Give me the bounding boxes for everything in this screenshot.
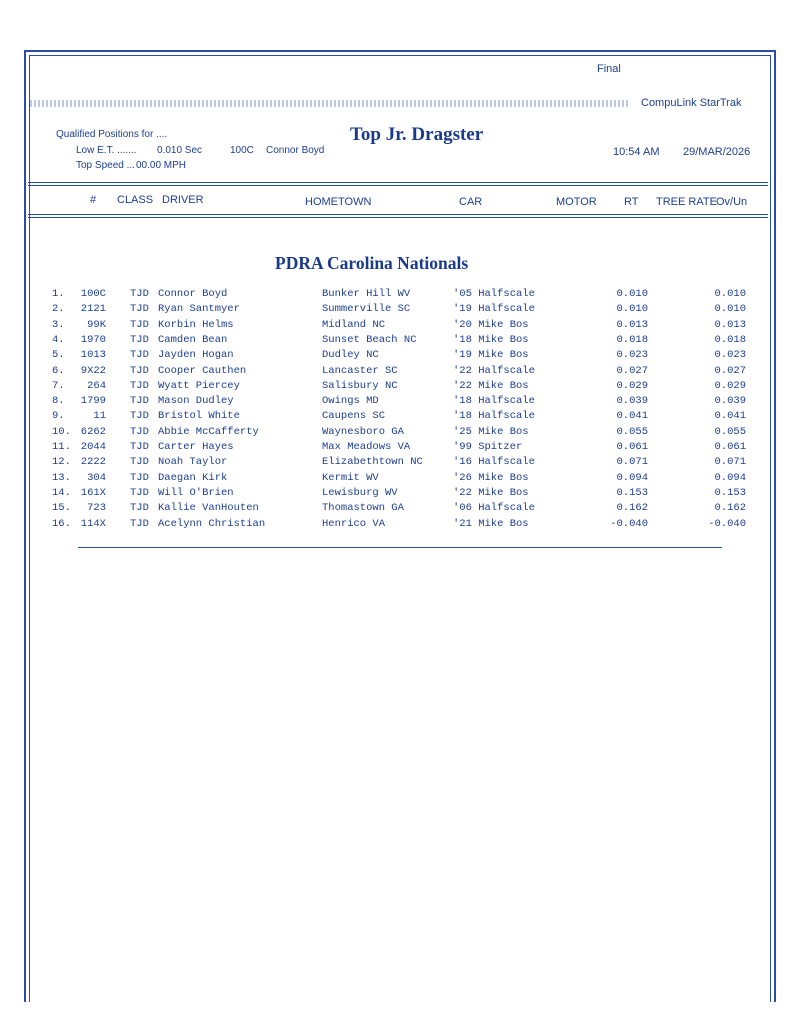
header-rule-top — [28, 182, 768, 183]
row-ovun: 0.013 — [714, 318, 746, 331]
page-title: Top Jr. Dragster — [350, 124, 484, 145]
header-stripe — [30, 100, 630, 107]
col-car: CAR — [459, 196, 483, 208]
low-et-driver: Connor Boyd — [266, 145, 325, 156]
date-label: 29/MAR/2026 — [683, 146, 751, 158]
qualified-label: Qualified Positions for .... — [56, 129, 168, 140]
row-car: '22 Mike Bos — [453, 486, 529, 499]
row-class: TJD — [130, 349, 149, 362]
row-number: 161X — [80, 486, 106, 499]
row-car: '18 Halfscale — [453, 410, 535, 423]
low-et-label: Low E.T. ....... — [76, 145, 137, 156]
row-pos: 10. — [52, 425, 71, 438]
row-ovun: 0.018 — [714, 333, 746, 346]
row-number: 1799 — [80, 395, 106, 408]
row-pos: 16. — [52, 517, 71, 530]
table-row — [0, 410, 799, 425]
row-pos: 13. — [52, 471, 71, 484]
row-pos: 4. — [52, 333, 65, 346]
row-pos: 15. — [52, 502, 71, 515]
row-number: 2044 — [80, 441, 106, 453]
row-car: '20 Mike Bos — [453, 318, 529, 331]
row-number: 1013 — [80, 349, 106, 362]
table-row — [0, 380, 799, 395]
row-ovun: 0.162 — [714, 502, 746, 515]
table-row — [0, 303, 799, 318]
row-hometown: Bunker Hill WV — [322, 288, 411, 300]
row-number: 304 — [87, 471, 106, 484]
low-et-value: 0.010 Sec — [157, 145, 203, 156]
row-hometown: Midland NC — [322, 318, 386, 331]
top-speed-value: 00.00 MPH — [136, 160, 187, 171]
row-class: TJD — [130, 517, 149, 530]
table-row — [0, 319, 799, 334]
row-number: 6262 — [80, 425, 106, 438]
row-hometown: Max Meadows VA — [322, 441, 411, 453]
row-pos: 2. — [52, 303, 65, 316]
row-hometown: Caupens SC — [322, 410, 386, 423]
row-class: TJD — [130, 333, 149, 346]
row-number: 2121 — [80, 303, 106, 316]
row-rt: 0.010 — [616, 303, 648, 316]
table-row — [0, 502, 799, 517]
row-car: '21 Mike Bos — [453, 517, 529, 530]
row-driver: Ryan Santmyer — [158, 303, 240, 316]
row-class: TJD — [130, 471, 149, 484]
row-pos: 8. — [52, 395, 65, 408]
table-row — [0, 456, 799, 471]
table-row — [0, 395, 799, 410]
row-pos: 12. — [52, 456, 71, 469]
row-class: TJD — [130, 379, 149, 392]
col-hometown: HOMETOWN — [305, 196, 372, 208]
row-ovun: 0.023 — [714, 349, 746, 362]
row-rt: 0.071 — [616, 456, 648, 469]
row-driver: Bristol White — [158, 410, 240, 423]
row-driver: Daegan Kirk — [158, 471, 228, 484]
table-row — [0, 334, 799, 349]
row-class: TJD — [130, 288, 149, 300]
row-hometown: Lancaster SC — [322, 364, 398, 377]
row-ovun: 0.041 — [714, 410, 746, 423]
table-row — [0, 441, 799, 456]
row-number: 264 — [87, 379, 106, 392]
row-class: TJD — [130, 502, 149, 515]
header-rule-bottom — [28, 214, 768, 215]
row-class: TJD — [130, 456, 149, 469]
row-rt: 0.013 — [616, 318, 648, 331]
row-pos: 1. — [52, 288, 65, 300]
row-ovun: 0.010 — [714, 303, 746, 316]
row-rt: 0.061 — [616, 441, 648, 453]
row-rt: 0.029 — [616, 379, 648, 392]
row-driver: Kallie VanHouten — [158, 502, 259, 515]
row-hometown: Dudley NC — [322, 349, 379, 362]
row-number: 99K — [87, 318, 106, 331]
row-ovun: 0.055 — [714, 425, 746, 438]
row-ovun: 0.029 — [714, 379, 746, 392]
row-car: '16 Halfscale — [453, 456, 535, 469]
row-rt: 0.010 — [616, 288, 648, 300]
table-row — [0, 288, 799, 303]
row-pos: 9. — [52, 410, 65, 423]
row-car: '18 Halfscale — [453, 395, 535, 408]
table-row — [0, 365, 799, 380]
time-label: 10:54 AM — [613, 146, 660, 158]
row-rt: 0.027 — [616, 364, 648, 377]
row-class: TJD — [130, 318, 149, 331]
row-rt: 0.018 — [616, 333, 648, 346]
col-motor: MOTOR — [556, 196, 597, 208]
col-tree-rate: TREE RATE — [656, 196, 717, 208]
row-car: '25 Mike Bos — [453, 425, 529, 438]
row-ovun: 0.061 — [714, 441, 746, 453]
row-rt: 0.094 — [616, 471, 648, 484]
row-car: '99 Spitzer — [453, 441, 523, 453]
row-ovun: 0.094 — [714, 471, 746, 484]
row-ovun: 0.039 — [714, 395, 746, 408]
row-car: '19 Mike Bos — [453, 349, 529, 362]
row-class: TJD — [130, 395, 149, 408]
row-driver: Mason Dudley — [158, 395, 234, 408]
col-driver: DRIVER — [162, 194, 204, 206]
row-pos: 14. — [52, 486, 71, 499]
row-driver: Cooper Cauthen — [158, 364, 247, 377]
table-end-rule — [78, 547, 722, 548]
row-pos: 3. — [52, 318, 65, 331]
row-car: '06 Halfscale — [453, 502, 535, 515]
table-row — [0, 472, 799, 487]
row-car: '05 Halfscale — [453, 288, 535, 300]
row-car: '26 Mike Bos — [453, 471, 529, 484]
row-driver: Jayden Hogan — [158, 349, 234, 362]
row-number: 1970 — [80, 333, 106, 346]
row-driver: Noah Taylor — [158, 456, 228, 469]
row-pos: 11. — [52, 441, 71, 453]
row-ovun: 0.071 — [714, 456, 746, 469]
col-class: CLASS — [117, 194, 154, 206]
top-speed-label: Top Speed ... — [76, 160, 135, 171]
row-class: TJD — [130, 303, 149, 316]
row-class: TJD — [130, 441, 149, 453]
table-row — [0, 487, 799, 502]
row-hometown: Lewisburg WV — [322, 486, 398, 499]
col-ovun: Ov/Un — [716, 196, 748, 208]
table-row — [0, 518, 799, 533]
row-hometown: Owings MD — [322, 395, 379, 408]
row-number: 9X22 — [80, 364, 106, 377]
table-row — [0, 426, 799, 441]
row-rt: 0.153 — [616, 486, 648, 499]
row-driver: Carter Hayes — [158, 441, 234, 453]
low-et-car: 100C — [230, 145, 254, 156]
row-driver: Camden Bean — [158, 333, 228, 346]
row-number: 100C — [80, 288, 106, 300]
row-number: 2222 — [80, 456, 106, 469]
col-num: # — [90, 194, 97, 206]
row-number: 723 — [87, 502, 106, 515]
row-hometown: Thomastown GA — [322, 502, 404, 515]
row-driver: Wyatt Piercey — [158, 379, 240, 392]
row-class: TJD — [130, 410, 149, 423]
row-rt: 0.041 — [616, 410, 648, 423]
row-car: '19 Halfscale — [453, 303, 535, 316]
row-ovun: 0.027 — [714, 364, 746, 377]
row-pos: 5. — [52, 349, 65, 362]
header-rule-top-2 — [28, 185, 768, 186]
row-rt: 0.055 — [616, 425, 648, 438]
row-hometown: Waynesboro GA — [322, 425, 404, 438]
row-driver: Connor Boyd — [158, 288, 228, 300]
row-driver: Acelynn Christian — [158, 517, 266, 530]
row-rt: 0.162 — [616, 502, 648, 515]
status-label: Final — [597, 63, 621, 75]
row-class: TJD — [130, 364, 149, 377]
table-row — [0, 349, 799, 364]
row-hometown: Summerville SC — [322, 303, 411, 316]
row-rt: 0.039 — [616, 395, 648, 408]
row-number: 114X — [80, 517, 106, 530]
row-hometown: Sunset Beach NC — [322, 333, 417, 346]
row-hometown: Henrico VA — [322, 517, 386, 530]
row-pos: 7. — [52, 379, 65, 392]
header-rule-bottom-2 — [28, 217, 768, 218]
row-rt: 0.023 — [616, 349, 648, 362]
row-ovun: 0.153 — [714, 486, 746, 499]
row-class: TJD — [130, 425, 149, 438]
row-driver: Will O'Brien — [158, 486, 234, 499]
row-hometown: Elizabethtown NC — [322, 456, 423, 469]
row-ovun: -0.040 — [708, 517, 746, 530]
row-driver: Abbie McCafferty — [158, 425, 259, 438]
row-hometown: Salisbury NC — [322, 379, 398, 392]
row-car: '22 Mike Bos — [453, 379, 529, 392]
row-ovun: 0.010 — [714, 288, 746, 300]
event-name: PDRA Carolina Nationals — [275, 253, 469, 273]
row-car: '22 Halfscale — [453, 364, 535, 377]
row-pos: 6. — [52, 364, 65, 377]
row-rt: -0.040 — [610, 517, 648, 530]
row-hometown: Kermit WV — [322, 471, 379, 484]
brand-label: CompuLink StarTrak — [641, 97, 742, 109]
col-rt: RT — [624, 196, 639, 208]
row-number: 11 — [93, 410, 106, 423]
row-car: '18 Mike Bos — [453, 333, 529, 346]
row-class: TJD — [130, 486, 149, 499]
row-driver: Korbin Helms — [158, 318, 234, 331]
